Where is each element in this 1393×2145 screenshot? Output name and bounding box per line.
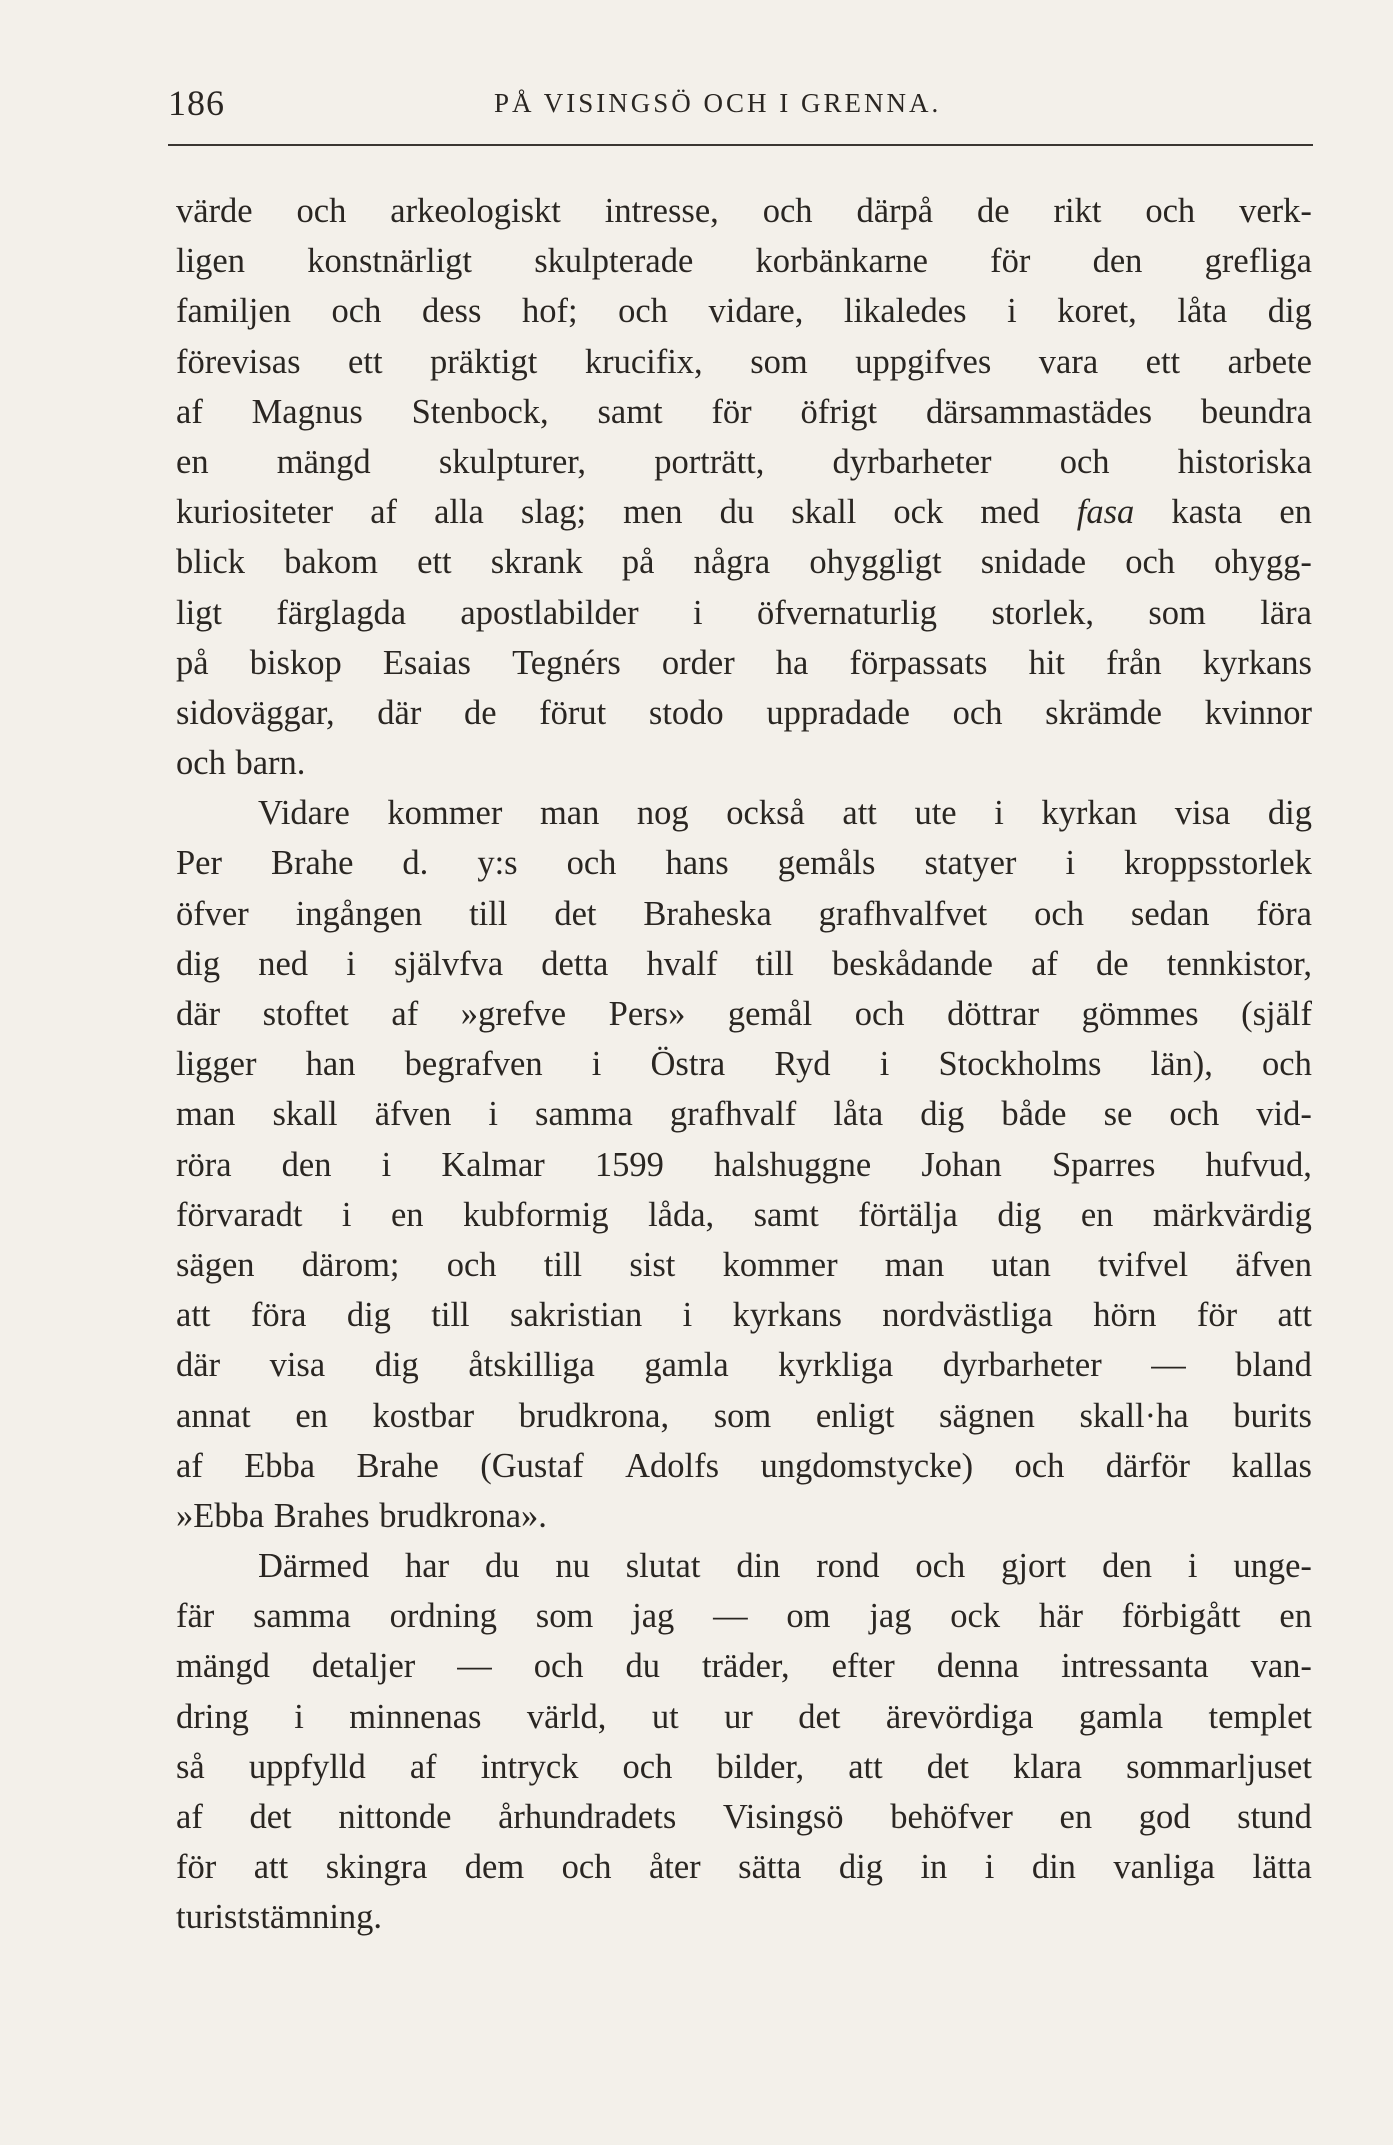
text-line: ligger han begrafven i Östra Ryd i Stockholms län), och: [176, 1045, 1312, 1084]
text-line: familjen och dess hof; och vidare, likaledes i koret, låta dig: [176, 292, 1312, 331]
text-line: fär samma ordning som jag — om jag ock här förbigått en: [176, 1597, 1312, 1636]
text-line: af det nittonde århundradets Visingsö behöfver en god stund: [176, 1798, 1312, 1836]
text-line: dring i minnenas värld, ut ur det ärevördiga gamla templet: [176, 1697, 1312, 1736]
text-line: annat en kostbar brudkrona, som enligt sägnen skall·ha burits: [176, 1396, 1312, 1435]
text-line: så uppfylld af intryck och bilder, att det klara sommarljuset: [176, 1747, 1312, 1786]
text-line: där stoftet af »grefve Pers» gemål och döttrar gömmes (själf: [176, 995, 1312, 1033]
text-line: ligen konstnärligt skulpterade korbänkarne för den grefliga: [176, 242, 1312, 281]
text-line: Per Brahe d. y:s och hans gemåls statyer i kroppsstorlek: [176, 844, 1312, 883]
text-line: och barn.: [176, 744, 306, 783]
header-rule: [168, 144, 1313, 146]
text-line: förvaradt i en kubformig låda, samt förtälja dig en märkvärdig: [176, 1195, 1312, 1234]
body-text: [176, 186, 1312, 1943]
page-number: 186: [168, 83, 225, 123]
text-line: man skall äfven i samma grafhvalf låta dig både se och vid-: [176, 1095, 1312, 1134]
text-line: af Magnus Stenbock, samt för öfrigt därsammastädes beundra: [176, 392, 1312, 431]
text-line: ligt färglagda apostlabilder i öfvernaturlig storlek, som lära: [176, 593, 1312, 632]
text-line: en mängd skulpturer, porträtt, dyrbarheter och historiska: [176, 442, 1312, 481]
text-line: Vidare kommer man nog också att ute i kyrkan visa dig: [258, 794, 1312, 833]
text-line: kuriositeter af alla slag; men du skall ock med fasa kasta en: [176, 493, 1312, 532]
text-line: där visa dig åtskilliga gamla kyrkliga dyrbarheter — bland: [176, 1346, 1312, 1385]
text-line: röra den i Kalmar 1599 halshuggne Johan Sparres hufvud,: [176, 1145, 1312, 1184]
text-line: öfver ingången till det Braheska grafhvalfvet och sedan föra: [176, 894, 1312, 933]
text-line: mängd detaljer — och du träder, efter denna intressanta van-: [176, 1647, 1312, 1686]
text-line: dig ned i självfva detta hvalf till beskådande af de tennkistor,: [176, 944, 1312, 983]
text-line: sägen därom; och till sist kommer man utan tvifvel äfven: [176, 1245, 1312, 1284]
text-line: turiststämning.: [176, 1898, 383, 1937]
text-line: blick bakom ett skrank på några ohyggligt snidade och ohygg-: [176, 543, 1312, 582]
text-line: sidoväggar, där de förut stodo uppradade och skrämde kvinnor: [176, 693, 1312, 732]
text-line: för att skingra dem och åter sätta dig in i din vanliga lätta: [176, 1848, 1312, 1887]
running-title: PÅ VISINGSÖ OCH I GRENNA.: [494, 88, 942, 118]
text-line: »Ebba Brahes brudkrona».: [176, 1496, 547, 1535]
text-line: förevisas ett präktigt krucifix, som uppgifves vara ett arbete: [176, 342, 1312, 381]
text-line: värde och arkeologiskt intresse, och därpå de rikt och verk-: [176, 192, 1312, 230]
text-line: att föra dig till sakristian i kyrkans nordvästliga hörn för att: [176, 1296, 1312, 1335]
text-line: af Ebba Brahe (Gustaf Adolfs ungdomstycke) och därför kallas: [176, 1446, 1312, 1485]
text-line: Därmed har du nu slutat din rond och gjort den i unge-: [258, 1547, 1312, 1586]
text-line: på biskop Esaias Tegnérs order ha förpassats hit från kyrkans: [176, 643, 1312, 682]
